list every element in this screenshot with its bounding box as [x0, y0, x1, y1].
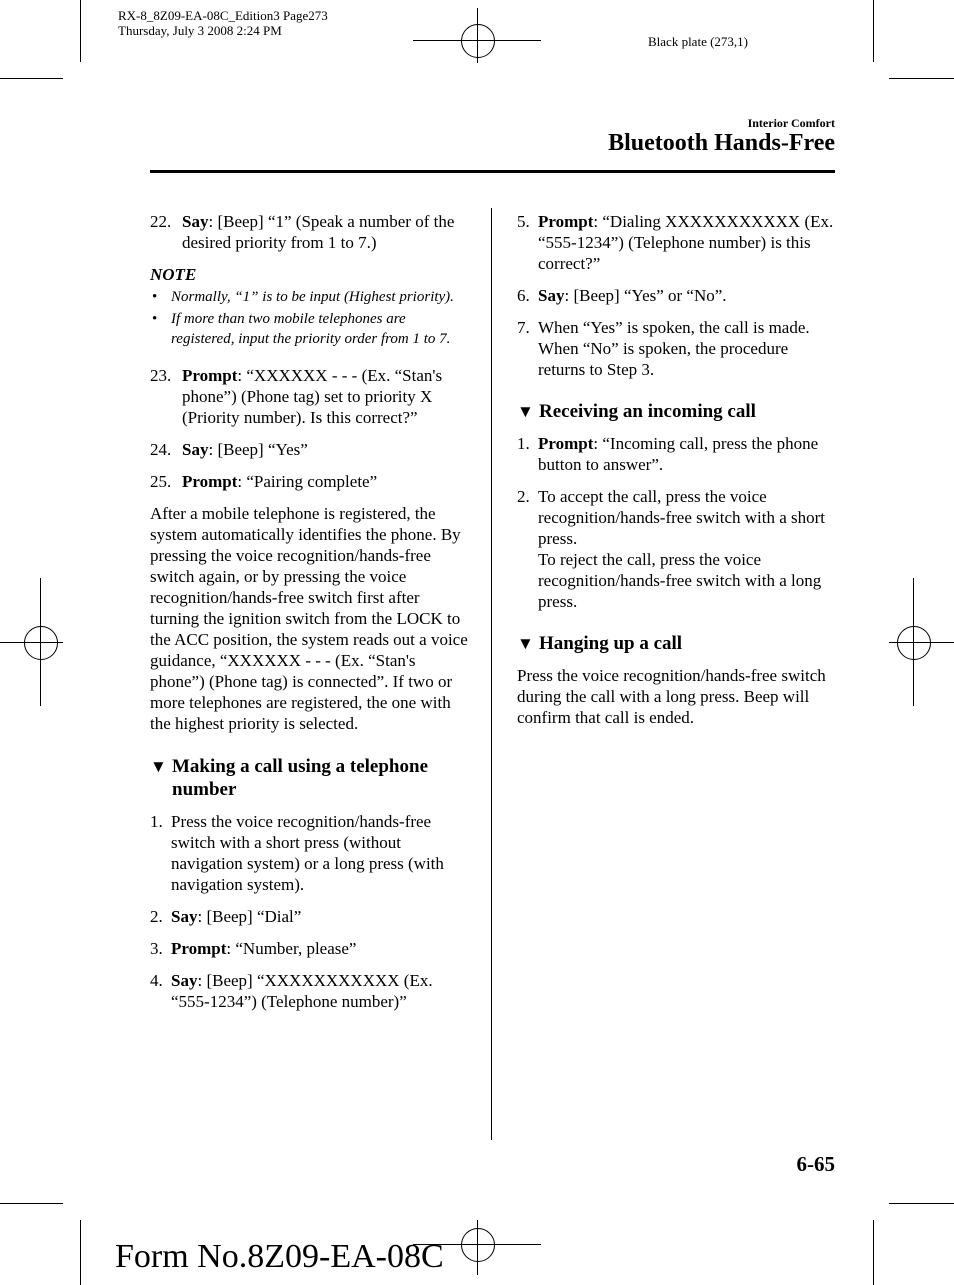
left-column: [150, 211, 470, 1023]
step-23: [150, 365, 470, 428]
crop-mark: [80, 0, 81, 62]
step-keyword: Say: [538, 286, 565, 305]
list-item: [517, 433, 835, 475]
step-keyword: Prompt: [171, 938, 227, 958]
step-number: 3.: [150, 938, 163, 958]
step-text: : “Pairing complete”: [237, 471, 378, 491]
step-text-continued: To reject the call, press the voice recognition/hands-free switch with a long press.: [538, 550, 822, 611]
heading-text: Hanging up a call: [539, 633, 683, 654]
step-number: 24.: [150, 439, 172, 459]
note-item: [150, 309, 470, 350]
crop-mark: [873, 0, 874, 62]
plate-label: Black plate (273,1): [648, 34, 748, 49]
step-keyword: Say: [171, 906, 198, 926]
registration-circle: [461, 24, 495, 58]
section-label: Interior Comfort: [747, 116, 835, 130]
step-keyword: Say: [171, 970, 198, 990]
triangle-icon: ▼: [150, 756, 167, 776]
triangle-icon: ▼: [517, 634, 534, 653]
list-item: [517, 486, 835, 612]
step-number: 22.: [150, 212, 172, 231]
crop-mark: [80, 1220, 81, 1285]
step-25: [150, 471, 470, 492]
step-text-continued: When “No” is spoken, the procedure returns to Step 3.: [538, 339, 789, 379]
note-text: If more than two mobile telephones are registered, input the priority order from 1 to 7.: [171, 310, 451, 347]
list-item: [150, 970, 470, 1012]
form-number: Form No.8Z09-EA-08C: [115, 1238, 444, 1275]
step-24: [150, 439, 470, 460]
subsection-heading: [150, 755, 470, 801]
step-number: 7.: [517, 318, 530, 337]
bullet: •: [152, 310, 158, 327]
step-text: To accept the call, press the voice recognition/hands-free switch with a short press.: [538, 487, 826, 548]
heading-text: Receiving an incoming call: [539, 401, 756, 422]
heading-text: Making a call using a telephone number: [172, 755, 428, 800]
triangle-icon: ▼: [517, 402, 534, 421]
step-text: : [Beep] “Yes” or “No”.: [564, 286, 727, 305]
step-text: : [Beep] “1” (Speak a number of the desired priority from 1 to 7.): [182, 212, 455, 252]
list-item: [517, 211, 835, 274]
print-job-line: RX-8_8Z09-EA-08C_Edition3 Page273: [118, 8, 328, 23]
print-date-line: Thursday, July 3 2008 2:24 PM: [118, 23, 282, 38]
step-text: : [Beep] “Yes”: [208, 439, 308, 459]
list-item: [517, 285, 835, 306]
step-text: : “Number, please”: [226, 938, 357, 958]
step-22: [150, 211, 470, 253]
step-text: : “Dialing XXXXXXXXXXX (Ex. “555-1234”) (Telephone number) is this correct?”: [538, 212, 834, 273]
note-item: [150, 287, 470, 308]
title-rule: [150, 170, 835, 173]
step-number: 2.: [517, 487, 530, 506]
bullet: •: [152, 289, 158, 305]
note-heading: NOTE: [150, 265, 197, 284]
registration-circle: [461, 1228, 495, 1262]
crop-mark: [873, 1220, 874, 1285]
note-text: Normally, “1” is to be input (Highest priority).: [171, 289, 454, 305]
step-keyword: Prompt: [182, 471, 238, 491]
subsection-heading: [517, 400, 835, 423]
page-title: Bluetooth Hands-Free: [608, 130, 835, 156]
step-number: 4.: [150, 970, 163, 990]
crop-mark: [889, 78, 954, 79]
step-text: : [Beep] “XXXXXXXXXXX (Ex. “555-1234”) (Telephone number)”: [171, 970, 433, 1011]
step-number: 25.: [150, 471, 172, 491]
right-column: [517, 211, 835, 728]
subsection-heading: [517, 632, 835, 655]
step-number: 23.: [150, 365, 172, 385]
step-number: 1.: [150, 811, 163, 831]
step-keyword: Prompt: [538, 434, 594, 453]
list-item: [150, 906, 470, 927]
list-item: [150, 938, 470, 959]
step-text: When “Yes” is spoken, the call is made.: [538, 318, 810, 337]
list-item: [517, 317, 835, 380]
step-text: Press the voice recognition/hands-free switch with a short press (without navigation system) or a long press (with navigation system).: [171, 811, 444, 894]
crop-mark: [0, 1203, 63, 1204]
step-text: : “Incoming call, press the phone button to answer”.: [538, 434, 819, 474]
step-text: : [Beep] “Dial”: [197, 906, 302, 926]
crop-mark: [889, 1203, 954, 1204]
step-keyword: Say: [182, 439, 209, 459]
crop-mark: [0, 78, 63, 79]
step-number: 5.: [517, 212, 530, 231]
body-paragraph: Press the voice recognition/hands-free switch during the call with a long press. Beep will confirm that call is ended.: [517, 666, 826, 727]
step-keyword: Say: [182, 212, 209, 231]
registration-circle: [897, 626, 931, 660]
step-keyword: Prompt: [538, 212, 594, 231]
page-number: 6-65: [796, 1152, 835, 1176]
body-paragraph: After a mobile telephone is registered, the system automatically identifies the phone. By pressing the voice recognition/hands-free switch again, or by pressing the voice recognition/hands-free switch first after turning the ignition switch from the LOCK to the ACC position, the system reads out a voice guidance, “XXXXXX - - - (Ex. “Stan's phone”) (Phone tag) is connected”. If two or more telephones are registered, the one with the highest priority is selected.: [150, 503, 468, 733]
registration-circle: [24, 626, 58, 660]
step-number: 1.: [517, 434, 530, 453]
column-divider: [491, 208, 492, 1140]
step-keyword: Prompt: [182, 365, 238, 385]
step-text: : “XXXXXX - - - (Ex. “Stan's phone”) (Phone tag) set to priority X (Priority number). Is this correct?”: [182, 365, 443, 427]
list-item: [150, 811, 470, 895]
step-number: 6.: [517, 286, 530, 305]
step-number: 2.: [150, 906, 163, 926]
